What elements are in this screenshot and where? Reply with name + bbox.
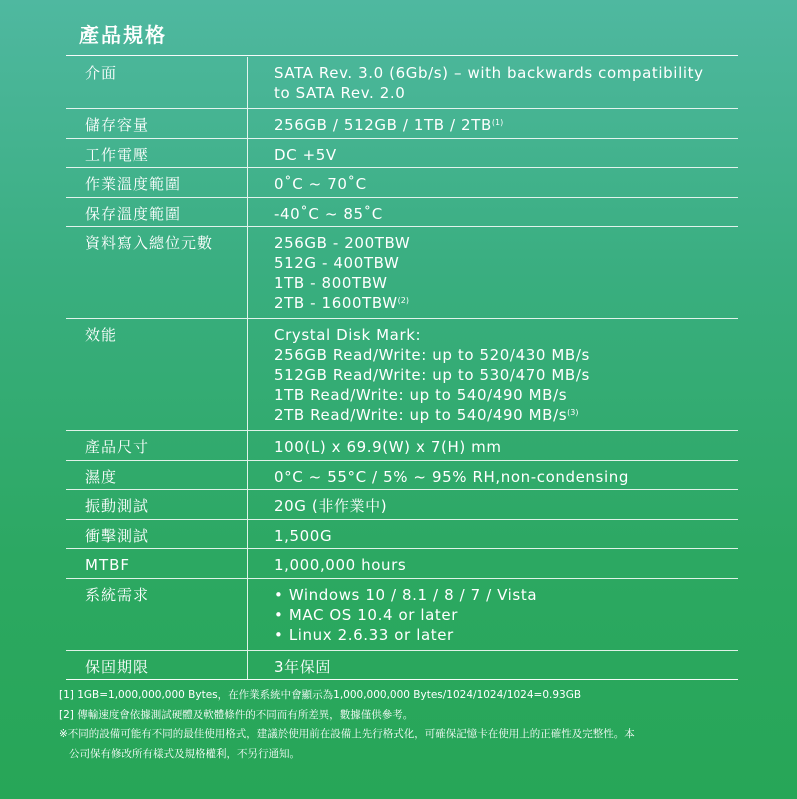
column-divider: [247, 579, 248, 650]
spec-value: [274, 496, 387, 516]
spec-value-line: 256GB Read/Write: up to 520/430 MB/s: [274, 346, 590, 364]
spec-row: [66, 579, 738, 651]
spec-value-line: 1,000,000 hours: [274, 556, 407, 574]
title-divider: [66, 55, 738, 56]
spec-value-line: 3年保固: [274, 657, 331, 676]
column-divider: [247, 461, 248, 490]
spec-row: [66, 651, 738, 681]
spec-value: [274, 145, 337, 165]
spec-value: [274, 657, 331, 677]
column-divider: [247, 227, 248, 318]
spec-label: 工作電壓: [85, 145, 150, 164]
spec-value: [274, 174, 367, 194]
spec-value-line: 1,500G: [274, 526, 333, 545]
spec-value-line: Crystal Disk Mark:: [274, 326, 422, 344]
spec-row: [66, 549, 738, 579]
column-divider: [247, 319, 248, 430]
spec-value-line: • MAC OS 10.4 or later: [274, 605, 459, 624]
column-divider: [247, 109, 248, 138]
spec-label: 振動測試: [85, 497, 150, 515]
spec-value-line: 1TB Read/Write: up to 540/490 MB/s: [274, 386, 568, 404]
spec-label: 濕度: [85, 467, 118, 486]
spec-row: [66, 520, 738, 550]
spec-value-line: 20G (非作業中): [274, 497, 388, 515]
spec-value: [274, 526, 332, 546]
spec-value: [274, 233, 410, 313]
spec-row: [66, 139, 738, 169]
footnote-line: ※不同的設備可能有不同的最佳使用格式，建議於使用前在設備上先行格式化，可確保記憶卡在使用上的正確性及完整性。本: [59, 728, 635, 740]
spec-row: [66, 227, 738, 319]
spec-value-line: SATA Rev. 3.0 (6Gb/s) – with backwards compatibility: [274, 64, 704, 82]
spec-value-line: 0˚C ~ 70˚C: [274, 175, 367, 193]
spec-row: [66, 57, 738, 109]
spec-value: [274, 204, 383, 224]
column-divider: [247, 57, 248, 108]
column-divider: [247, 549, 248, 578]
spec-label: 儲存容量: [85, 116, 150, 134]
spec-value-line: to SATA Rev. 2.0: [274, 84, 406, 102]
spec-value-line: 100(L) x 69.9(W) x 7(H) mm: [274, 438, 502, 456]
spec-row: [66, 431, 738, 461]
spec-value-line: 1TB - 800TBW: [274, 274, 388, 292]
spec-value: [274, 585, 537, 645]
footnote-line: [2] 傳輸速度會依據測試硬體及軟體條件的不同而有所差異，數據僅供參考。: [59, 708, 414, 721]
spec-row: [66, 168, 738, 198]
column-divider: [247, 168, 248, 197]
spec-value: [274, 555, 406, 575]
spec-value: [274, 325, 590, 425]
spec-row: [66, 319, 738, 431]
spec-row: [66, 490, 738, 520]
spec-value-line: 2TB Read/Write: up to 540/490 $MB/s^{(3)}$: [274, 406, 579, 424]
page-title: 產品規格: [79, 23, 167, 47]
spec-value: [274, 437, 502, 457]
spec-value: [274, 63, 704, 103]
spec-label: 系統需求: [85, 585, 150, 604]
spec-value-line: DC +5V: [274, 145, 337, 164]
spec-value-line: 0°C ~ 55°C / 5% ~ 95% RH,non-condensing: [274, 467, 629, 486]
spec-label: 作業溫度範圍: [85, 175, 182, 193]
spec-value-line: 256GB / 512GB / 1TB / 2TB$^{(1)}$: [274, 116, 504, 134]
column-divider: [247, 139, 248, 168]
spec-row: [66, 461, 738, 491]
footnote-line: [1] 1GB=1,000,000,000 Bytes，在作業系統中會顯示為1,000,000,000 Bytes/1024/1024/1024=0.93GB: [59, 689, 582, 701]
spec-row: [66, 198, 738, 228]
footnote-marker: (2): [397, 296, 410, 305]
column-divider: [247, 651, 248, 680]
spec-value-line: • Windows 10 / 8.1 / 8 / 7 / Vista: [274, 585, 538, 604]
footnotes: [59, 686, 749, 764]
column-divider: [247, 490, 248, 519]
spec-label: 資料寫入總位元數: [85, 234, 214, 252]
spec-value-line: 512G - 400TBW: [274, 254, 400, 272]
column-divider: [247, 520, 248, 549]
spec-table: [66, 57, 738, 680]
spec-value-line: 512GB Read/Write: up to 530/470 MB/s: [274, 366, 590, 384]
column-divider: [247, 198, 248, 227]
column-divider: [247, 431, 248, 460]
spec-value-line: 256GB - 200TBW: [274, 234, 411, 252]
spec-label: 介面: [85, 64, 118, 82]
spec-label: 產品尺寸: [85, 438, 150, 456]
spec-label: 效能: [85, 326, 118, 344]
spec-value: [274, 115, 503, 135]
footnote-marker: (1): [491, 118, 504, 127]
spec-value-line: • Linux 2.6.33 or later: [274, 625, 454, 644]
spec-value: [274, 467, 629, 487]
spec-value-line: 2TB - 1600TBW$^{(2)}$: [274, 294, 410, 312]
spec-label: MTBF: [85, 556, 131, 574]
spec-label: 衝擊測試: [85, 526, 150, 545]
spec-label: 保固期限: [85, 657, 150, 676]
spec-label: 保存溫度範圍: [85, 204, 182, 223]
spec-row: [66, 109, 738, 139]
footnote-marker: (3): [567, 408, 579, 417]
footnote-line: 公司保有修改所有樣式及規格權利，不另行通知。: [69, 747, 300, 760]
spec-value-line: -40˚C ~ 85˚C: [274, 204, 383, 223]
